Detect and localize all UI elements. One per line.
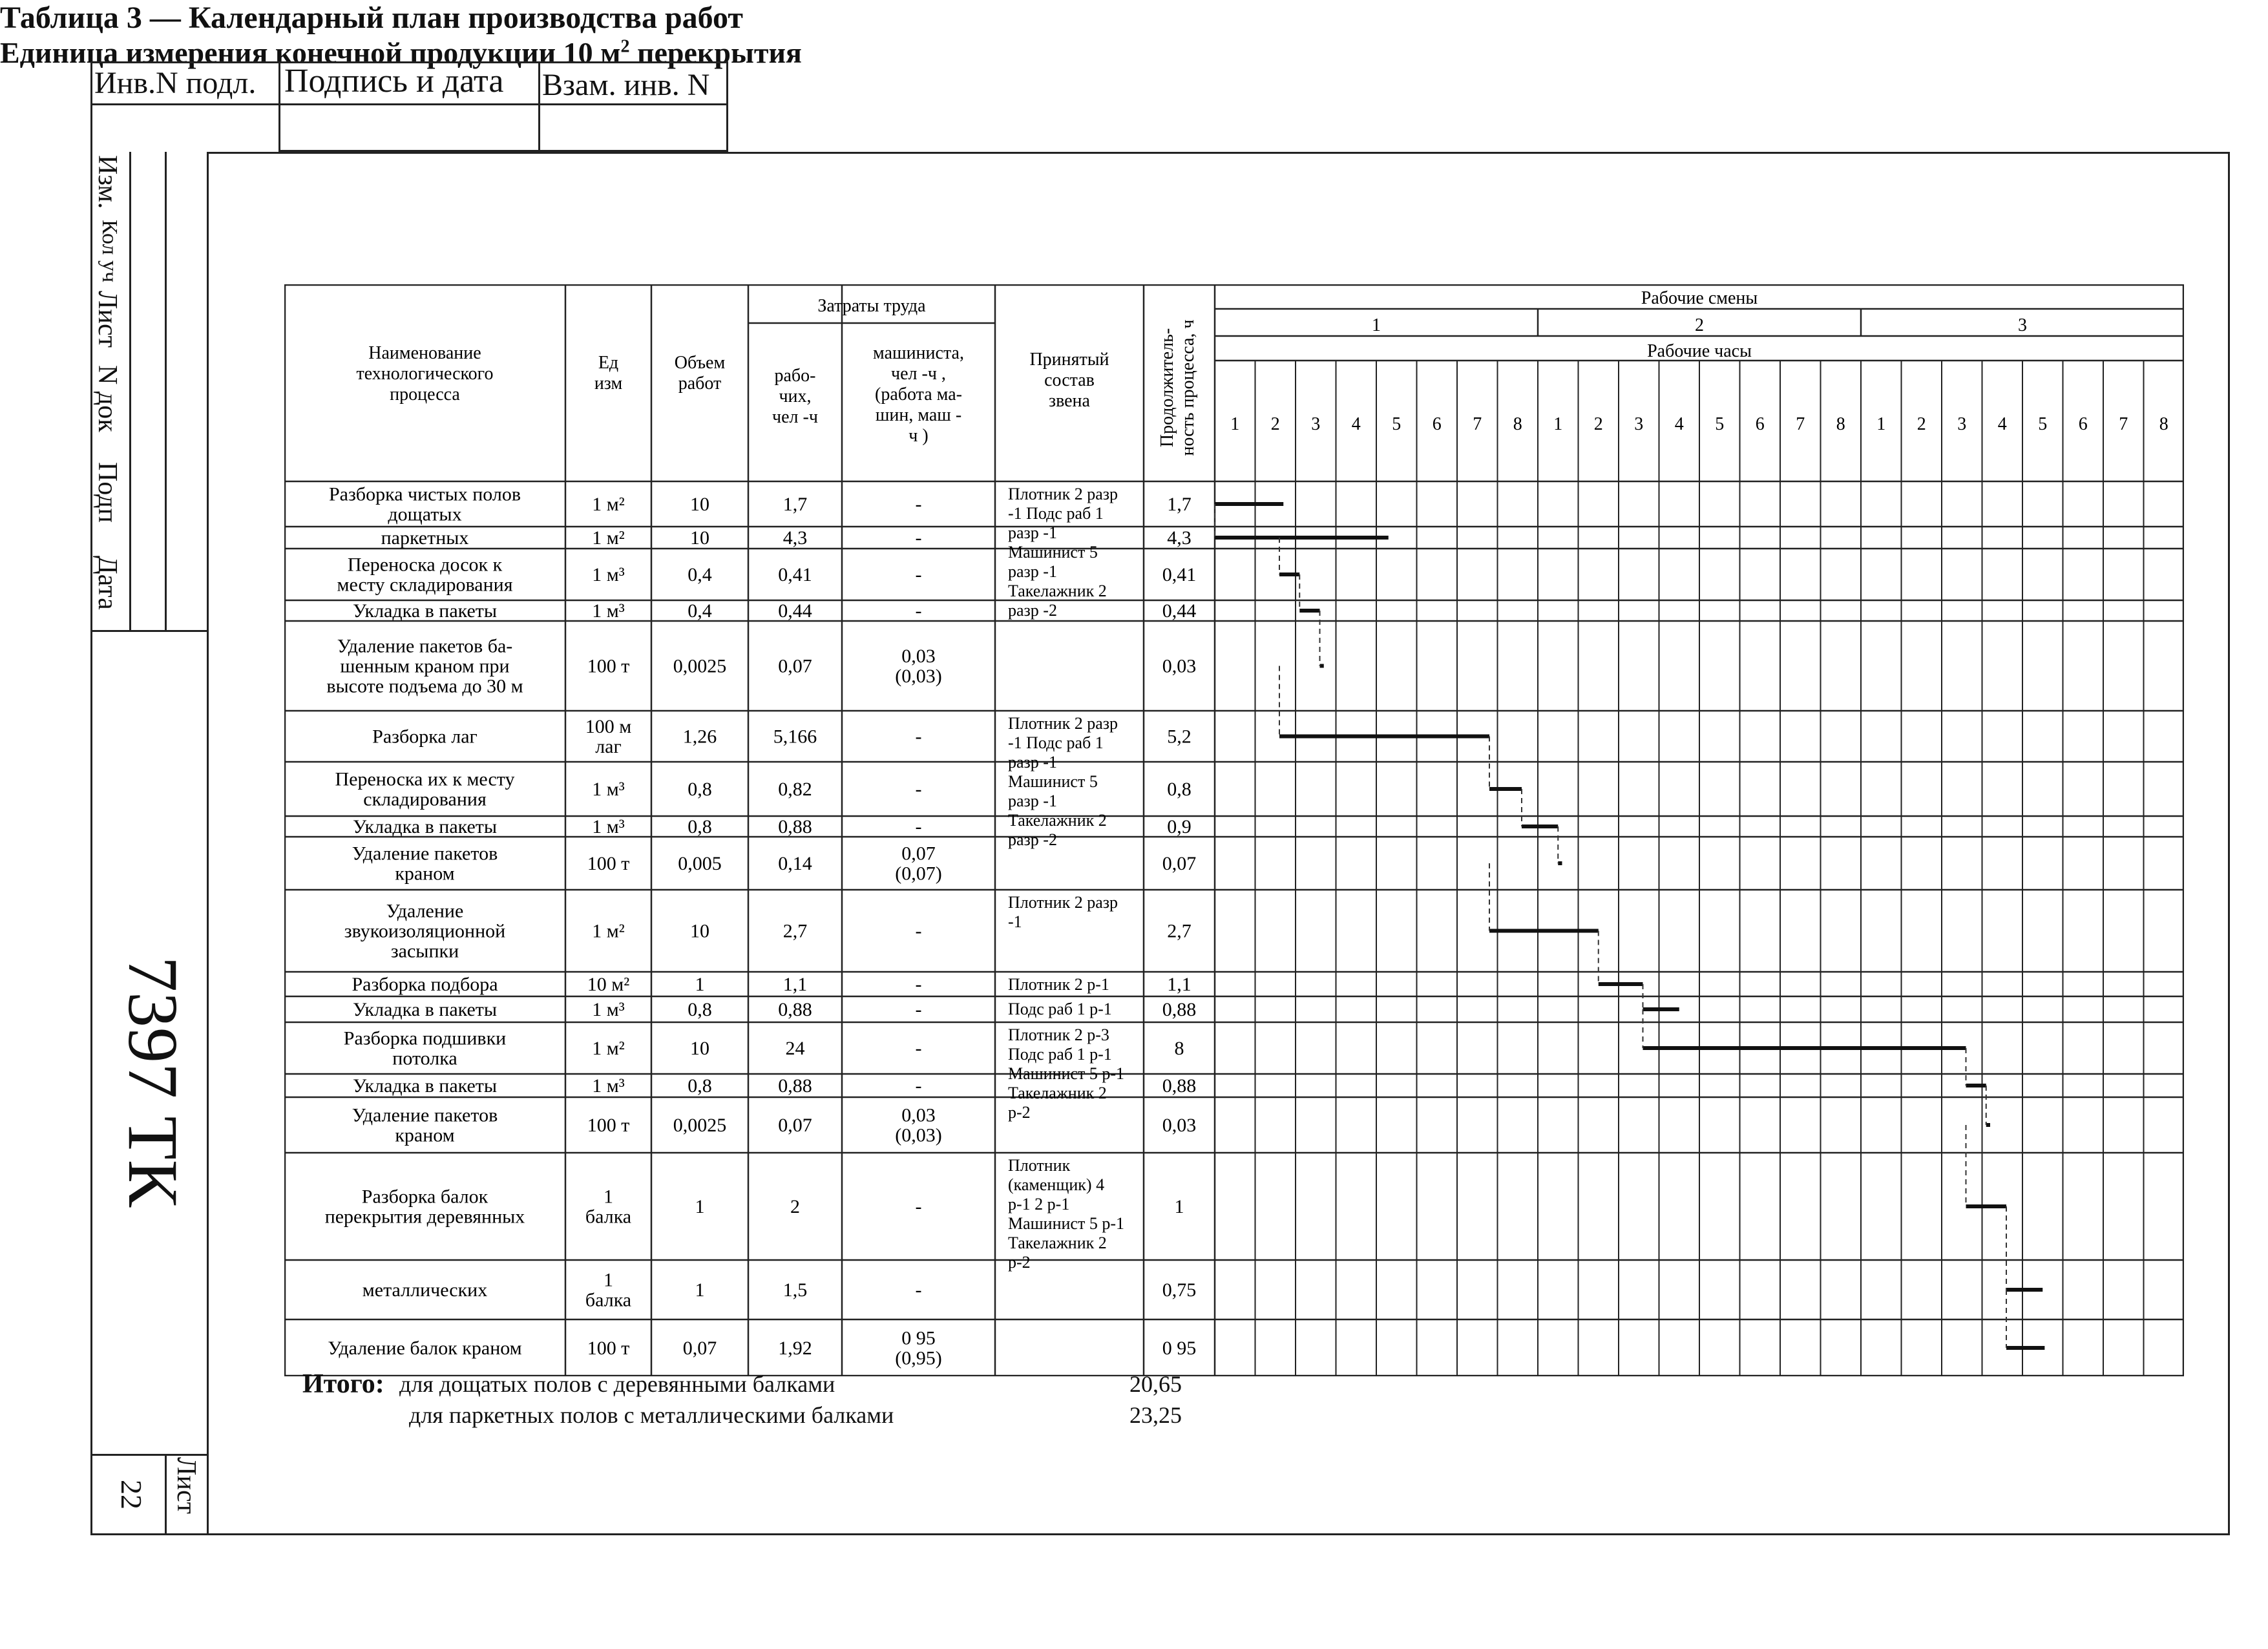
stamp-replace-label: Взам. инв. N — [542, 68, 710, 102]
hour-number: 1 — [1230, 414, 1240, 434]
row-duration: 1 — [1174, 1196, 1184, 1217]
row-machinist: - — [915, 600, 922, 622]
side-label-kol: Кол уч — [98, 220, 121, 283]
row-unit: 1 балка — [585, 1269, 632, 1311]
row-machinist: 0,07 (0,07) — [895, 843, 942, 885]
hour-number: 5 — [2038, 414, 2048, 434]
row-unit: 100 м лаг — [585, 716, 632, 757]
shift-number: 1 — [1372, 315, 1381, 335]
row-machinist: - — [915, 1075, 922, 1097]
header-crew: Принятый состав звена — [1029, 350, 1109, 411]
row-volume: 0,8 — [688, 816, 712, 837]
row-machinist: 0,03 (0,03) — [895, 646, 942, 687]
hour-number: 5 — [1715, 414, 1725, 434]
row-workers: 2 — [790, 1196, 800, 1217]
row-volume: 0,0025 — [673, 655, 727, 677]
hour-number: 6 — [1755, 414, 1765, 434]
header-volume: Объем работ — [674, 353, 726, 394]
crew-text: Плотник 2 р-3 Подс раб 1 р-1 Машинист 5 р-1 Такелажник 2 р-2 — [1008, 1025, 1124, 1122]
row-duration: 0 95 — [1162, 1338, 1197, 1359]
side-label-izm: Изм. — [92, 155, 122, 209]
row-name: Переноска досок к месту складирования — [337, 554, 513, 596]
row-unit: 1 м³ — [592, 779, 625, 800]
row-volume: 0,4 — [688, 600, 712, 622]
row-volume: 10 — [690, 1038, 709, 1059]
shift-number: 2 — [1695, 315, 1704, 335]
hour-number: 5 — [1392, 414, 1402, 434]
header-machinist: машиниста, чел -ч , (работа ма-шин, маш -ч ) — [873, 343, 964, 446]
side-label-list: Лист — [92, 291, 122, 348]
row-workers: 0,88 — [778, 999, 812, 1020]
row-duration: 0,75 — [1162, 1279, 1197, 1301]
side-label-ndok: N док — [92, 365, 122, 432]
row-unit: 1 м² — [592, 494, 625, 515]
header-hours: Рабочие часы — [1647, 341, 1752, 361]
gantt-bars — [1215, 504, 2044, 1348]
row-volume: 1 — [695, 1279, 705, 1301]
totals-line1: для дощатых полов с деревянными балками — [399, 1371, 835, 1397]
row-machinist: - — [915, 564, 922, 585]
row-workers: 0,07 — [778, 655, 812, 677]
row-name: Удаление пакетов краном — [352, 843, 498, 885]
row-unit: 100 т — [587, 1338, 630, 1359]
row-duration: 0,88 — [1162, 999, 1197, 1020]
hour-number: 8 — [1836, 414, 1845, 434]
row-machinist: - — [915, 920, 922, 942]
row-unit: 10 м² — [587, 974, 630, 995]
row-workers: 0,88 — [778, 1075, 812, 1097]
row-volume: 1 — [695, 974, 705, 995]
row-machinist: - — [915, 527, 922, 549]
row-workers: 5,166 — [773, 726, 817, 748]
hour-number: 6 — [1432, 414, 1442, 434]
row-workers: 2,7 — [782, 920, 808, 942]
row-duration: 8 — [1174, 1038, 1184, 1059]
hour-number: 4 — [1997, 414, 2007, 434]
hour-number: 2 — [1270, 414, 1280, 434]
row-workers: 24 — [785, 1038, 805, 1059]
header-unit: Ед изм — [594, 353, 623, 394]
crew-text: Подс раб 1 р-1 — [1008, 1000, 1112, 1018]
row-duration: 0,07 — [1162, 853, 1197, 874]
stamp-sign-label: Подпись и дата — [284, 63, 504, 100]
row-machinist: - — [915, 494, 922, 515]
row-machinist: - — [915, 816, 922, 837]
hour-number: 4 — [1674, 414, 1684, 434]
row-machinist: - — [915, 779, 922, 800]
sheet-number: 22 — [115, 1480, 148, 1509]
row-duration: 0,03 — [1162, 655, 1197, 677]
row-duration: 0,41 — [1162, 564, 1197, 585]
row-workers: 0,41 — [778, 564, 812, 585]
schedule-table — [284, 284, 2184, 1376]
row-unit: 1 м³ — [592, 816, 625, 837]
row-name: Удаление пакетов краном — [352, 1104, 498, 1146]
row-duration: 4,3 — [1167, 527, 1192, 549]
hour-number: 3 — [1634, 414, 1644, 434]
sheet-label: Лист — [171, 1457, 201, 1514]
row-workers: 4,3 — [782, 527, 808, 549]
crew-text: Плотник 2 разр -1 Подс раб 1 разр -1 Машинист 5 разр -1 Такелажник 2 разр -2 — [1008, 714, 1118, 849]
row-workers: 1,1 — [782, 974, 808, 995]
row-name: Разборка лаг — [372, 726, 478, 748]
row-unit: 1 м² — [592, 1038, 625, 1059]
row-duration: 1,1 — [1167, 974, 1192, 995]
row-volume: 0,005 — [678, 853, 722, 874]
row-name: Удаление балок краном — [328, 1338, 522, 1359]
row-workers: 0,07 — [778, 1115, 812, 1136]
row-volume: 0,8 — [688, 1075, 712, 1097]
row-unit: 1 м³ — [592, 1075, 625, 1097]
header-labor: Затраты труда — [817, 296, 926, 316]
header-duration: Продолжитель-ность процесса, ч — [1157, 319, 1198, 456]
row-volume: 0,8 — [688, 999, 712, 1020]
shift-number: 3 — [2018, 315, 2027, 335]
row-workers: 1,92 — [778, 1338, 812, 1359]
row-machinist: - — [915, 1038, 922, 1059]
row-machinist: 0,03 (0,03) — [895, 1104, 942, 1146]
row-name: Разборка балок перекрытия деревянных — [324, 1186, 525, 1228]
row-volume: 10 — [690, 527, 709, 549]
row-workers: 1,5 — [782, 1279, 808, 1301]
row-name: Разборка чистых полов дощатых — [328, 483, 521, 525]
crew-text: Плотник 2 разр -1 — [1008, 893, 1118, 931]
row-unit: 1 м² — [592, 527, 625, 549]
row-machinist: - — [915, 999, 922, 1020]
row-name: Укладка в пакеты — [352, 999, 498, 1020]
header-name: Наименование технологического процесса — [356, 343, 494, 404]
row-unit: 1 м² — [592, 920, 625, 942]
table-grid-lines — [284, 284, 2184, 1376]
hour-number: 4 — [1351, 414, 1361, 434]
hour-number: 3 — [1311, 414, 1321, 434]
totals — [302, 1369, 1182, 1431]
hour-number: 1 — [1553, 414, 1563, 434]
row-duration: 0,44 — [1162, 600, 1197, 622]
hour-number: 8 — [1513, 414, 1522, 434]
hour-number: 2 — [1916, 414, 1926, 434]
row-duration: 0,88 — [1162, 1075, 1197, 1097]
row-unit: 100 т — [587, 853, 630, 874]
row-duration: 0,9 — [1167, 816, 1192, 837]
page-title: Таблица 3 — Календарный план производства работ — [0, 1, 743, 35]
hour-number: 7 — [1796, 414, 1805, 434]
hour-number: 8 — [2159, 414, 2168, 434]
row-workers: 0,88 — [778, 816, 812, 837]
row-duration: 2,7 — [1167, 920, 1192, 942]
row-volume: 1,26 — [682, 726, 717, 748]
row-name: металлических — [362, 1279, 488, 1301]
row-machinist: - — [915, 1279, 922, 1301]
row-name: Укладка в пакеты — [352, 816, 498, 837]
row-unit: 1 балка — [585, 1186, 632, 1228]
row-name: Укладка в пакеты — [352, 600, 498, 622]
hour-number: 3 — [1957, 414, 1967, 434]
row-unit: 1 м³ — [592, 600, 625, 622]
row-name: Удаление пакетов ба-шенным краном при высоте подъема до 30 м — [326, 635, 523, 697]
crew-text: Плотник (каменщик) 4 р-1 2 р-1 Машинист 5 р-1 Такелажник 2 р-2 — [1008, 1156, 1124, 1272]
crew-text: Плотник 2 р-1 — [1008, 975, 1109, 994]
crew-text: Плотник 2 разр -1 Подс раб 1 разр -1 Машинист 5 разр -1 Такелажник 2 разр -2 — [1008, 485, 1118, 620]
totals-label: Итого: — [302, 1369, 384, 1399]
totals-value2: 23,25 — [1129, 1402, 1182, 1428]
row-machinist: 0 95 (0,95) — [895, 1327, 942, 1369]
hour-number: 2 — [1593, 414, 1603, 434]
hour-number: 1 — [1876, 414, 1886, 434]
row-name: Разборка подшивки потолка — [343, 1027, 507, 1069]
row-machinist: - — [915, 726, 922, 748]
totals-value1: 20,65 — [1129, 1371, 1182, 1397]
row-volume: 10 — [690, 494, 709, 515]
row-volume: 0,8 — [688, 779, 712, 800]
doc-code: 7397 ТК — [114, 956, 193, 1208]
row-unit: 1 м³ — [592, 564, 625, 585]
table-header — [357, 288, 2168, 456]
row-duration: 0,8 — [1167, 779, 1192, 800]
hour-number: 6 — [2078, 414, 2088, 434]
table-body — [325, 484, 1197, 1369]
row-volume: 0,4 — [688, 564, 712, 585]
row-name: Удаление звукоизоляционной засыпки — [344, 900, 506, 962]
header-shifts: Рабочие смены — [1641, 288, 1758, 308]
row-duration: 5,2 — [1167, 726, 1192, 748]
totals-line2: для паркетных полов с металлическими балками — [409, 1402, 894, 1428]
row-volume: 0,0025 — [673, 1115, 727, 1136]
hour-number: 7 — [2119, 414, 2128, 434]
row-machinist: - — [915, 974, 922, 995]
row-name: Укладка в пакеты — [352, 1075, 498, 1097]
row-duration: 1,7 — [1167, 494, 1192, 515]
row-name: Переноска их к месту складирования — [335, 768, 515, 810]
side-label-data: Дата — [92, 556, 122, 610]
row-duration: 0,03 — [1162, 1115, 1197, 1136]
hour-number: 7 — [1473, 414, 1482, 434]
row-workers: 0,82 — [778, 779, 812, 800]
row-unit: 100 т — [587, 1115, 630, 1136]
page-subtitle: Единица измерения конечной продукции 10 $м^2$ перекрытия — [0, 36, 802, 69]
row-volume: 0,07 — [682, 1338, 717, 1359]
row-workers: 0,14 — [778, 853, 812, 874]
row-volume: 1 — [695, 1196, 705, 1217]
row-workers: 0,44 — [778, 600, 812, 622]
row-volume: 10 — [690, 920, 709, 942]
stamp-inv-label: Инв.N подл. — [94, 66, 257, 100]
row-unit: 100 т — [587, 655, 630, 677]
row-workers: 1,7 — [782, 494, 808, 515]
side-label-podp: Подп — [92, 462, 122, 523]
header-workers: рабо-чих, чел -ч — [772, 366, 818, 427]
row-name: Разборка подбора — [352, 974, 498, 995]
row-unit: 1 м³ — [592, 999, 625, 1020]
row-machinist: - — [915, 1196, 922, 1217]
row-name: паркетных — [381, 527, 469, 549]
